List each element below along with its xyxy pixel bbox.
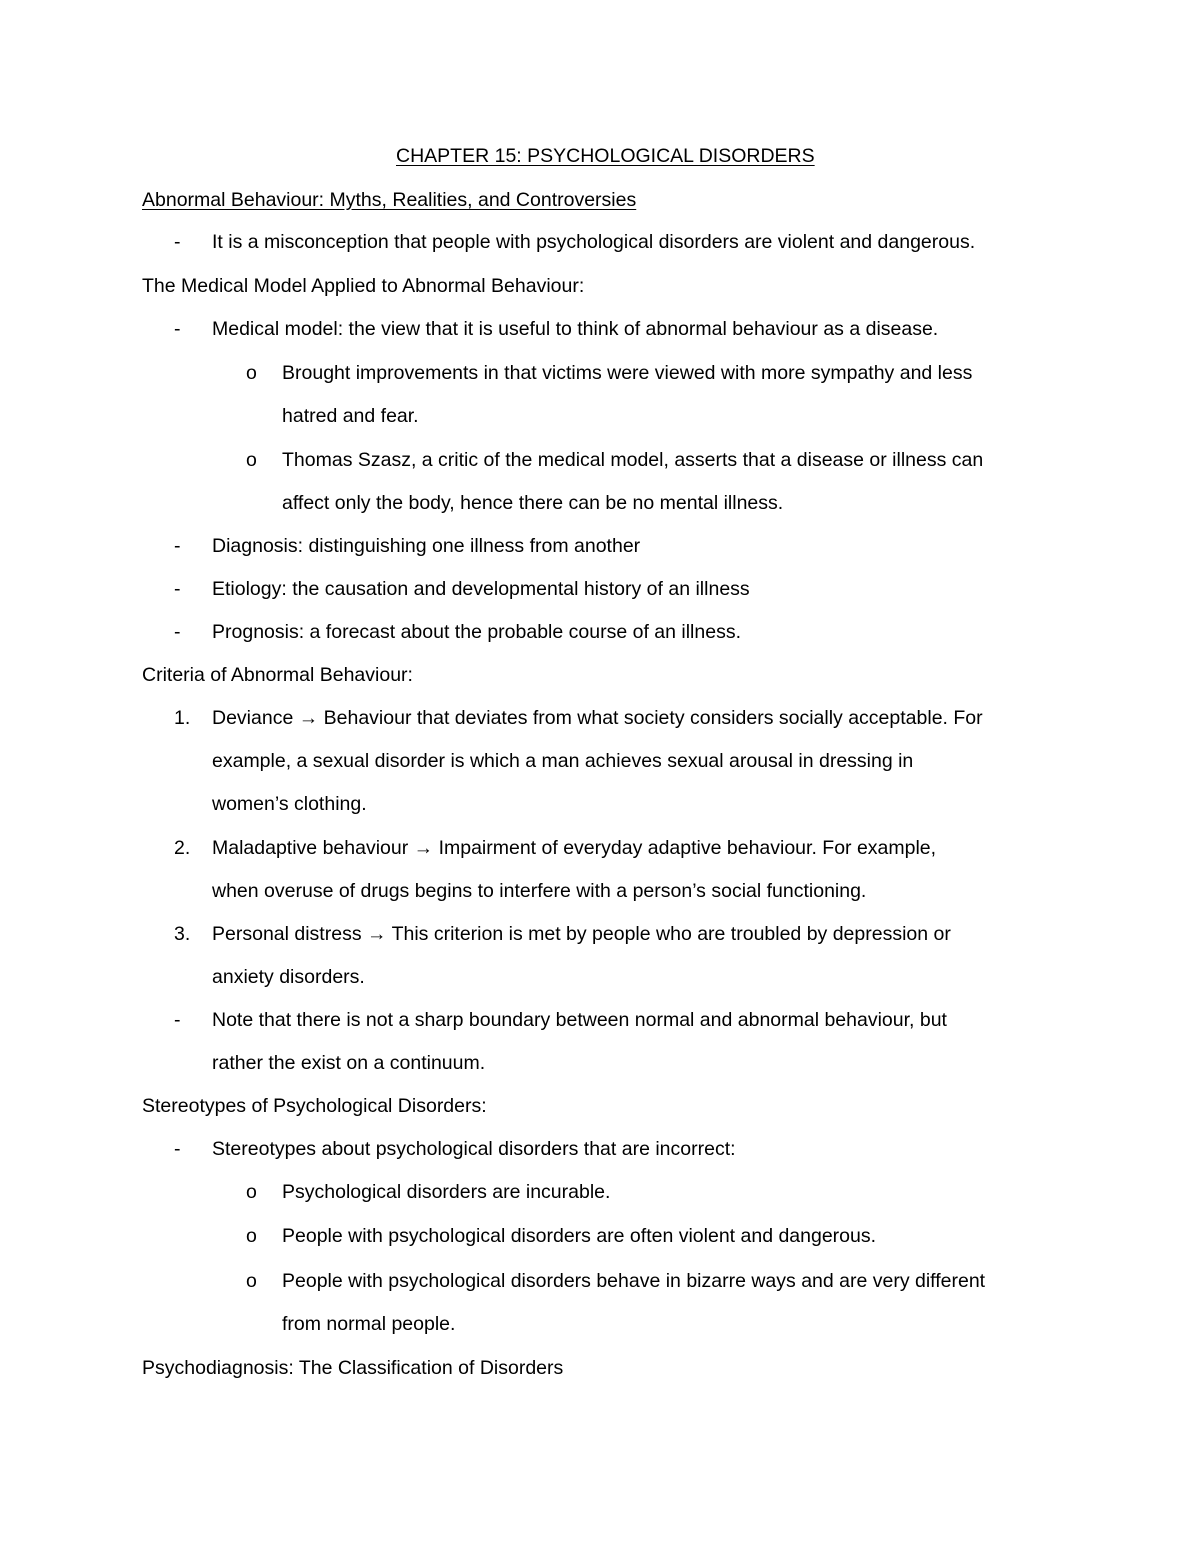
list-item: Etiology: the causation and developmental history of an illness	[212, 578, 750, 600]
sub-list-item-cont: affect only the body, hence there can be no mental illness.	[282, 492, 784, 514]
numbered-item	[212, 925, 951, 945]
list-item: Note that there is not a sharp boundary between normal and abnormal behaviour, but	[212, 1009, 947, 1031]
criterion-term: Deviance	[212, 707, 294, 729]
sub-list-item: Psychological disorders are incurable.	[282, 1181, 611, 1203]
criterion-text: This criterion is met by people who are troubled by depression or	[391, 923, 951, 945]
numbered-item-cont: anxiety disorders.	[212, 966, 365, 988]
criterion-term: Maladaptive behaviour	[212, 837, 409, 859]
section-heading-criteria: Criteria of Abnormal Behaviour:	[142, 664, 413, 686]
circle-bullet-icon: o	[246, 1181, 257, 1203]
circle-bullet-icon: o	[246, 1225, 257, 1247]
numbered-item-cont: when overuse of drugs begins to interfere with a person’s social functioning.	[212, 880, 867, 902]
list-item: Diagnosis: distinguishing one illness from another	[212, 535, 641, 557]
right-arrow-icon: →	[298, 707, 319, 729]
list-item: Medical model: the view that it is useful to think of abnormal behaviour as a disease.	[212, 318, 939, 340]
section-heading-medical-model: The Medical Model Applied to Abnormal Behaviour:	[142, 275, 585, 297]
sub-list-item-cont: hatred and fear.	[282, 405, 419, 427]
list-item: Prognosis: a forecast about the probable course of an illness.	[212, 621, 741, 643]
list-number: 3.	[174, 923, 191, 945]
sub-list-item: Brought improvements in that victims were viewed with more sympathy and less	[282, 362, 973, 384]
dash-bullet: -	[174, 578, 181, 600]
dash-bullet: -	[174, 231, 181, 253]
circle-bullet-icon: o	[246, 362, 257, 384]
dash-bullet: -	[174, 318, 181, 340]
sub-list-item-cont: from normal people.	[282, 1313, 456, 1335]
numbered-item	[212, 839, 936, 859]
list-number: 2.	[174, 837, 191, 859]
dash-bullet: -	[174, 1009, 181, 1031]
page-title: CHAPTER 15: PSYCHOLOGICAL DISORDERS	[396, 145, 815, 167]
list-item: Stereotypes about psychological disorders that are incorrect:	[212, 1138, 736, 1160]
criterion-text: Impairment of everyday adaptive behaviour. For example,	[438, 837, 937, 859]
right-arrow-icon: →	[367, 923, 387, 945]
dash-bullet: -	[174, 621, 181, 643]
criterion-term: Personal distress	[212, 923, 362, 945]
numbered-item-cont: example, a sexual disorder is which a man achieves sexual arousal in dressing in	[212, 750, 914, 772]
numbered-item-cont: women’s clothing.	[212, 793, 367, 815]
right-arrow-icon: →	[413, 837, 434, 859]
section-heading-stereotypes: Stereotypes of Psychological Disorders:	[142, 1095, 487, 1117]
dash-bullet: -	[174, 535, 181, 557]
criterion-text: Behaviour that deviates from what society considers socially acceptable. For	[323, 707, 983, 729]
numbered-item	[212, 709, 983, 729]
circle-bullet-icon: o	[246, 449, 257, 471]
list-item: It is a misconception that people with psychological disorders are violent and dangerous.	[212, 231, 976, 253]
sub-list-item: People with psychological disorders are often violent and dangerous.	[282, 1225, 877, 1247]
list-item-cont: rather the exist on a continuum.	[212, 1052, 486, 1074]
list-number: 1.	[174, 707, 191, 729]
sub-list-item: Thomas Szasz, a critic of the medical model, asserts that a disease or illness can	[282, 449, 984, 471]
section-heading-myths: Abnormal Behaviour: Myths, Realities, and Controversies	[142, 189, 637, 211]
sub-list-item: People with psychological disorders behave in bizarre ways and are very different	[282, 1270, 986, 1292]
circle-bullet-icon: o	[246, 1270, 257, 1292]
section-heading-psychodiagnosis: Psychodiagnosis: The Classification of Disorders	[142, 1357, 564, 1379]
dash-bullet: -	[174, 1138, 181, 1160]
